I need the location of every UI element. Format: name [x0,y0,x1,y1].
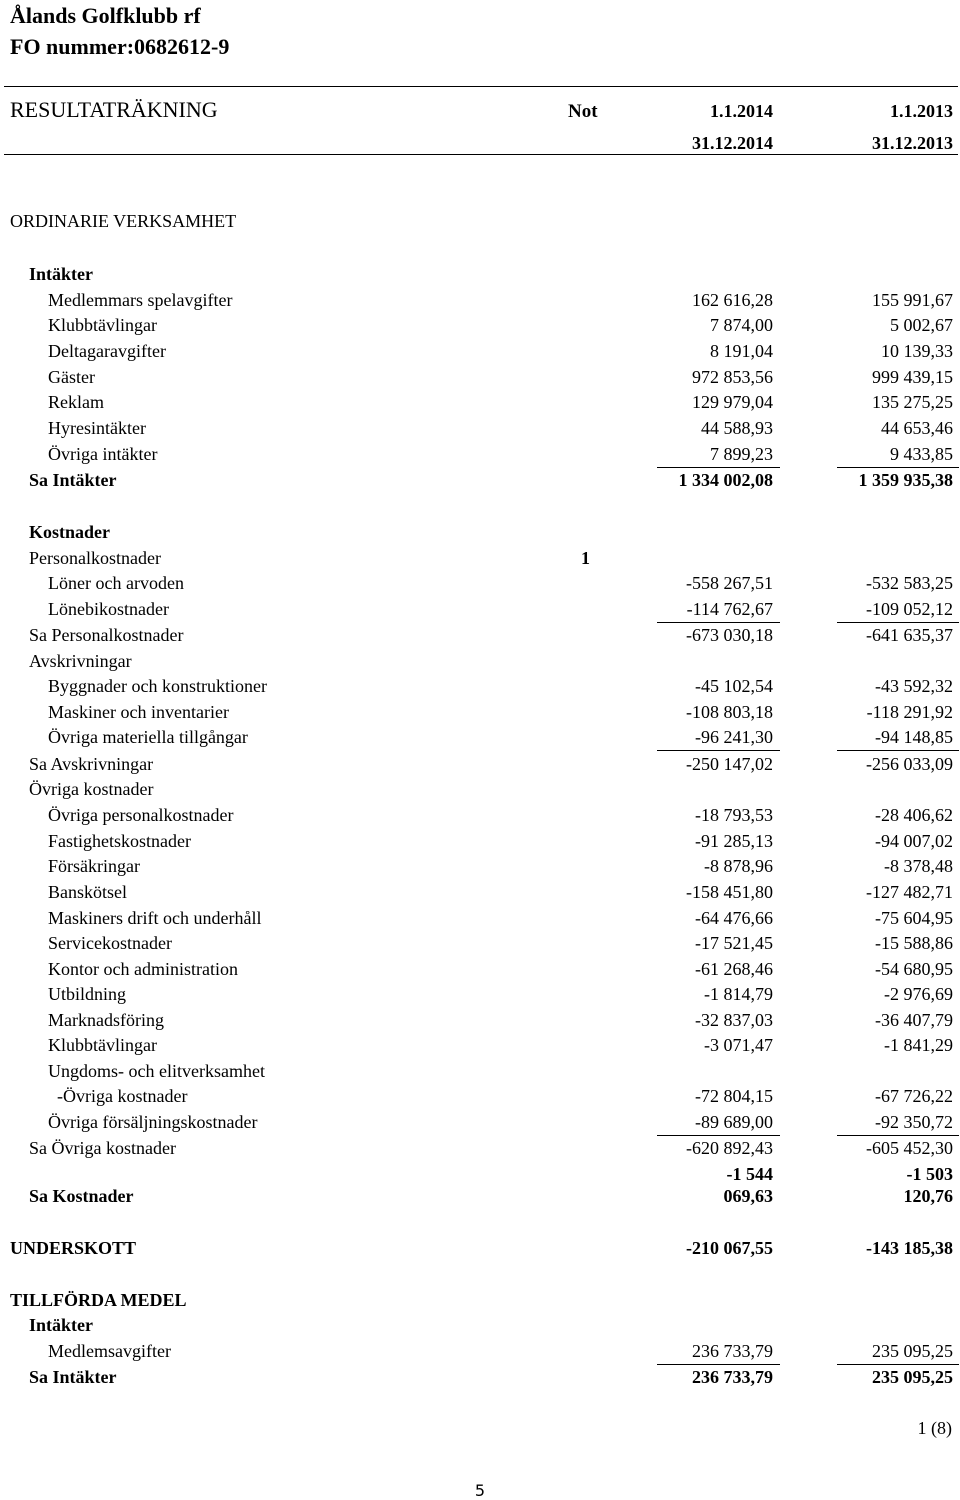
statement-row [0,1367,960,1391]
statement-row [0,470,960,494]
statement-row [0,573,960,597]
statement-row [0,599,960,623]
row-value-2014: -1 544 [726,1164,773,1184]
row-value-2013: -94 148,85 [875,727,953,747]
row-value-2014: -89 689,00 [695,1112,773,1132]
row-label: Intäkter [29,264,93,284]
sum-underline [657,1364,780,1365]
row-value-2014: -3 071,47 [704,1035,773,1055]
row-value-2014: 129 979,04 [692,392,773,412]
sum-underline [837,467,959,468]
statement-row [0,831,960,855]
row-value-2014: -108 803,18 [686,702,773,722]
sum-underline [837,622,959,623]
statement-row [0,290,960,314]
row-label: Deltagaravgifter [48,341,166,361]
row-label: Medlemmars spelavgifter [48,290,233,310]
page-number: 5 [474,1481,486,1500]
row-label: Sa Övriga kostnader [29,1138,176,1158]
row-label: Personalkostnader [29,548,161,568]
row-value-2013: -15 588,86 [875,933,953,953]
row-label: Fastighetskostnader [48,831,191,851]
row-value-2014: -18 793,53 [695,805,773,825]
row-label: Övriga personalkostnader [48,805,234,825]
statement-row [0,959,960,983]
row-value-2013: 1 359 935,38 [858,470,953,490]
header-rule [4,86,958,87]
row-value-2013: -641 635,37 [866,625,953,645]
statement-row [0,211,960,235]
row-label: Klubbtävlingar [48,315,157,335]
statement-row [0,392,960,416]
period2-from: 1.1.2013 [890,101,953,121]
row-value-2014: 44 588,93 [701,418,773,438]
row-label: Byggnader och konstruktioner [48,676,267,696]
row-label: TILLFÖRDA MEDEL [10,1290,187,1310]
row-value-2014: 236 733,79 [692,1341,773,1361]
row-label: ORDINARIE VERKSAMHET [10,211,237,231]
row-label: Ungdoms- och elitverksamhet [48,1061,265,1081]
row-value-2013: -43 592,32 [875,676,953,696]
statement-row [0,522,960,546]
period1-from: 1.1.2014 [710,101,773,121]
statement-row [0,984,960,1008]
row-label: Avskrivningar [29,651,132,671]
row-label: Övriga försäljningskostnader [48,1112,258,1132]
row-label: Sa Kostnader [29,1186,134,1206]
fo-number: FO nummer:0682612-9 [10,34,230,59]
row-label: Övriga intäkter [48,444,158,464]
statement-row [0,908,960,932]
statement-row [0,315,960,339]
row-value-2013: -1 503 [906,1164,953,1184]
row-label: Försäkringar [48,856,140,876]
statement-row [0,754,960,778]
statement-row [0,1061,960,1085]
statement-row [0,882,960,906]
note-column-header: Not [568,101,598,122]
row-value-2013: 9 433,85 [890,444,953,464]
statement-row [0,1035,960,1059]
statement-row [0,856,960,880]
row-label: Kontor och administration [48,959,238,979]
row-value-2014: 236 733,79 [692,1367,773,1387]
row-value-2014: -114 762,67 [686,599,773,619]
row-label: Gäster [48,367,95,387]
row-value-2013: -36 407,79 [875,1010,953,1030]
statement-title: RESULTATRÄKNING [10,97,218,122]
statement-row [0,1164,960,1188]
row-value-2014: -250 147,02 [686,754,773,774]
row-label: Marknadsföring [48,1010,164,1030]
statement-row [0,1086,960,1110]
row-label: Intäkter [29,1315,93,1335]
row-value-2014: -61 268,46 [695,959,773,979]
statement-row [0,1238,960,1262]
row-label: Maskiners drift och underhåll [48,908,262,928]
row-value-2013: 44 653,46 [881,418,953,438]
statement-row [0,367,960,391]
row-label: Reklam [48,392,104,412]
row-value-2014: 972 853,56 [692,367,773,387]
row-label: Övriga kostnader [29,779,154,799]
company-name: Ålands Golfklubb rf [10,3,201,28]
row-value-2014: -558 267,51 [686,573,773,593]
statement-row [0,1010,960,1034]
row-label: Hyresintäkter [48,418,146,438]
row-value-2013: -605 452,30 [866,1138,953,1158]
sum-underline [837,1135,959,1136]
row-value-2014: -210 067,55 [686,1238,773,1258]
row-label: Klubbtävlingar [48,1035,157,1055]
statement-row [0,1186,960,1210]
row-value-2014: -32 837,03 [695,1010,773,1030]
page-of-label: 1 (8) [917,1418,952,1438]
row-value-2014: 7 899,23 [710,444,773,464]
statement-row [0,1138,960,1162]
statement-row [0,727,960,751]
row-value-2014: -96 241,30 [695,727,773,747]
statement-row [0,625,960,649]
statement-row [0,676,960,700]
row-value-2013: 5 002,67 [890,315,953,335]
row-value-2014: 162 616,28 [692,290,773,310]
row-value-2014: -158 451,80 [686,882,773,902]
row-value-2014: -45 102,54 [695,676,773,696]
statement-row [0,1315,960,1339]
row-label: Maskiner och inventarier [48,702,229,722]
statement-row [0,702,960,726]
row-value-2013: 10 139,33 [881,341,953,361]
statement-row [0,651,960,675]
row-value-2014: -64 476,66 [695,908,773,928]
row-label: Sa Intäkter [29,470,117,490]
period2-to: 31.12.2013 [872,133,953,153]
row-label: Banskötsel [48,882,127,902]
row-value-2013: -94 007,02 [875,831,953,851]
statement-row [0,805,960,829]
row-value-2013: 155 991,67 [872,290,953,310]
sum-underline [657,622,780,623]
row-label: Sa Avskrivningar [29,754,154,774]
row-value-2014: 1 334 002,08 [678,470,773,490]
row-value-2013: -75 604,95 [875,908,953,928]
row-value-2013: -143 185,38 [866,1238,953,1258]
statement-row [0,264,960,288]
row-value-2013: -118 291,92 [866,702,953,722]
statement-row [0,341,960,365]
row-label: Övriga materiella tillgångar [48,727,248,747]
statement-row [0,548,960,572]
row-value-2013: 999 439,15 [872,367,953,387]
row-value-2013: -532 583,25 [866,573,953,593]
row-label: UNDERSKOTT [10,1238,137,1258]
row-label: Sa Personalkostnader [29,625,184,645]
sum-underline [657,467,780,468]
row-value-2014: 8 191,04 [710,341,773,361]
row-value-2013: -109 052,12 [866,599,953,619]
row-value-2013: 135 275,25 [872,392,953,412]
statement-row [0,1112,960,1136]
row-value-2014: -17 521,45 [695,933,773,953]
statement-row [0,933,960,957]
row-value-2013: -1 841,29 [884,1035,953,1055]
statement-row [0,1290,960,1314]
row-value-2014: -1 814,79 [704,984,773,1004]
row-value-2013: -256 033,09 [866,754,953,774]
row-label: Löner och arvoden [48,573,184,593]
row-value-2013: 235 095,25 [872,1341,953,1361]
statement-row [0,779,960,803]
row-value-2014: -91 285,13 [695,831,773,851]
row-label: Servicekostnader [48,933,172,953]
row-value-2014: -620 892,43 [686,1138,773,1158]
row-value-2013: -2 976,69 [884,984,953,1004]
row-value-2013: -28 406,62 [875,805,953,825]
row-value-2013: -8 378,48 [884,856,953,876]
period1-to: 31.12.2014 [692,133,773,153]
row-value-2014: -8 878,96 [704,856,773,876]
row-value-2013: 120,76 [903,1186,953,1206]
row-label: -Övriga kostnader [57,1086,188,1106]
row-label: Kostnader [29,522,110,542]
row-label: Utbildning [48,984,127,1004]
sum-underline [837,750,959,751]
row-value-2013: -127 482,71 [866,882,953,902]
sum-underline [657,1135,780,1136]
sum-underline [837,1364,959,1365]
statement-row [0,418,960,442]
row-value-2013: 235 095,25 [872,1367,953,1387]
row-label: Lönebikostnader [48,599,169,619]
row-label: Medlemsavgifter [48,1341,171,1361]
row-note: 1 [581,548,590,568]
row-value-2013: -54 680,95 [875,959,953,979]
column-header-rule [4,154,958,155]
row-value-2014: 7 874,00 [710,315,773,335]
row-value-2014: 069,63 [723,1186,773,1206]
statement-row [0,1341,960,1365]
row-value-2014: -72 804,15 [695,1086,773,1106]
row-value-2013: -67 726,22 [875,1086,953,1106]
row-label: Sa Intäkter [29,1367,117,1387]
sum-underline [657,750,780,751]
row-value-2014: -673 030,18 [686,625,773,645]
row-value-2013: -92 350,72 [875,1112,953,1132]
statement-row [0,444,960,468]
